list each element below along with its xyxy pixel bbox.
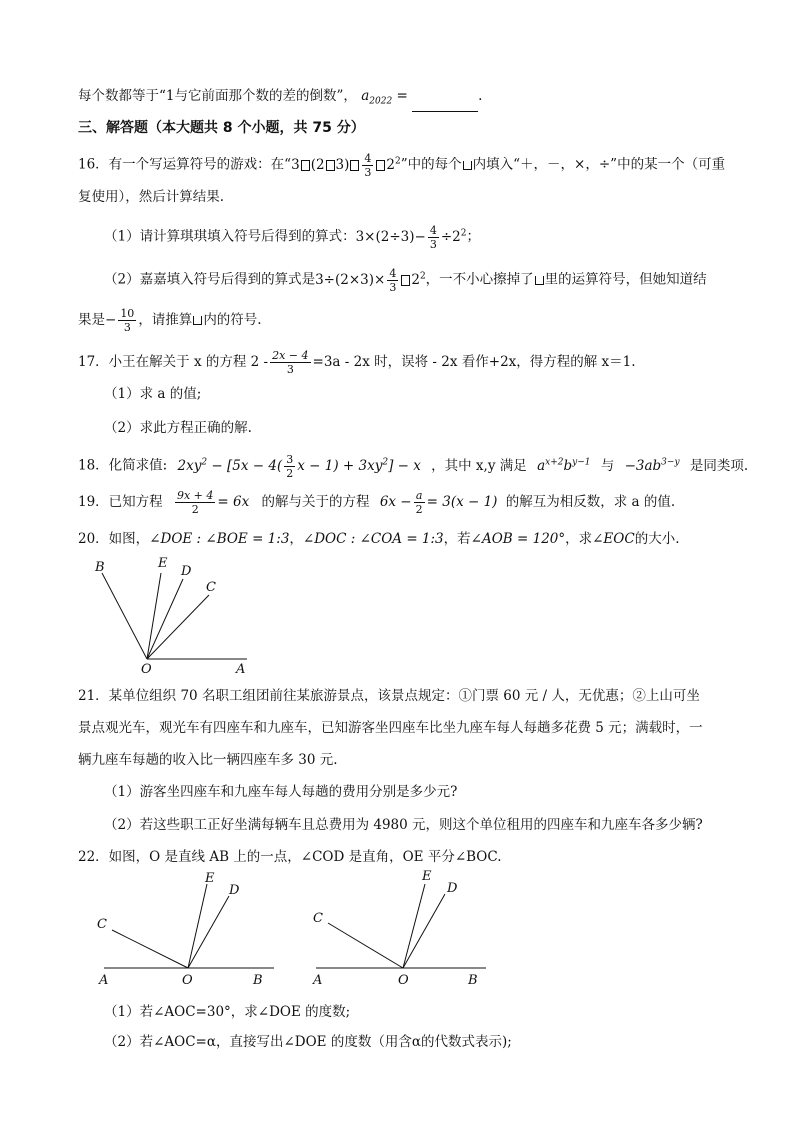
q17-part2: （2）求此方程正确的解.: [104, 420, 252, 436]
q21-line3: 辆九座车每趟的收入比一辆四座车多 30 元.: [78, 752, 338, 768]
q16-line2: 复使用），然后计算结果.: [78, 189, 225, 205]
blank-box: [376, 160, 385, 171]
blank-box: [463, 161, 472, 170]
q18-line: 18．化简求值: $2xy^2 - [5x - 4$( $\frac{3}{2}$ $x - 1) + 3xy^2] - x$ ，其中 x,y 满足 $a^{x+2}b^{y-1}$ 与 $-3ab^{3-y}$ 是同类项.: [78, 452, 749, 480]
figure-q22-right: [308, 866, 498, 992]
label-C: C: [313, 911, 323, 926]
label-E: E: [205, 872, 215, 886]
label-D: D: [229, 883, 240, 898]
q21-part1: （1）游客坐四座车和九座车每人每趟的费用分别是多少元?: [104, 784, 458, 800]
figure-q22-left: [92, 872, 282, 992]
label-C: C: [97, 917, 107, 932]
label-A: A: [313, 973, 323, 988]
label-B: B: [95, 560, 105, 575]
ray-OB: [102, 573, 147, 659]
q21-line2: 景点观光车，观光车有四座车和九座车，已知游客坐四座车比坐九座车每人每趟多花费 5 元；满载时，一: [78, 720, 703, 736]
label-O: O: [141, 662, 152, 675]
q20-line: 20．如图，∠DOE : ∠BOE = 1:3，∠DOC : ∠COA = 1:3，若∠AOB = 120°，求∠EOC的大小.: [78, 531, 680, 547]
q21-line1: 21．某单位组织 70 名职工组团前往某旅游景点，该景点规定：①门票 60 元 / 人，无优惠；②上山可坐: [78, 688, 700, 704]
label-A: A: [99, 973, 109, 988]
q16-line1: 16．有一个写运算符号的游戏：在“3 (2 3) $\frac{4}{3}$ $2^2$”中的每个 内填入“＋，－，×，÷”中的某一个（可重: [78, 151, 726, 179]
answer-blank: [412, 97, 478, 112]
blank-box: [535, 276, 544, 285]
section-heading: 三、解答题（本大题共 8 个小题，共 75 分）: [78, 120, 365, 136]
label-B: B: [253, 973, 263, 988]
blank-box: [401, 275, 410, 286]
q22-part1: （1）若∠AOC=30°，求∠DOE 的度数;: [104, 1004, 351, 1020]
top-line: 每个数都等于“1与它前面那个数的差的倒数”， $a_{2022}$ = .: [78, 86, 482, 112]
q16-part2: （2）嘉嘉填入符号后得到的算式是3÷(2×3)× $\frac{4}{3}$ $2^2$，一不小心擦掉了 里的运算符号，但她知道结: [104, 266, 707, 294]
q22-part2: （2）若∠AOC=α，直接写出∠DOE 的度数（用含α的代数式表示);: [104, 1034, 512, 1050]
figure-q20: [85, 555, 260, 675]
q17-line1: 17．小王在解关于 x 的方程 2 - $\frac{2x - 4}{3}$ =3a - 2x 时，误将 - 2x 看作+2x，得方程的解 x＝1.: [78, 349, 636, 376]
label-O: O: [398, 973, 409, 988]
q17-part1: （1）求 a 的值;: [104, 386, 202, 402]
label-O: O: [182, 973, 193, 988]
ray-OE: [188, 884, 207, 968]
label-E: E: [422, 869, 432, 884]
label-E: E: [158, 556, 168, 571]
ray-OD: [188, 896, 229, 968]
q22-line1: 22．如图，O 是直线 AB 上的一点，∠COD 是直角，OE 平分∠BOC.: [78, 849, 502, 865]
ray-OC: [328, 923, 403, 968]
a2022: $a_{2022}$: [361, 88, 393, 107]
label-D: D: [181, 564, 192, 579]
blank-box: [301, 160, 310, 171]
label-C: C: [206, 580, 216, 595]
q16-part2-line2: 果是− $\frac{10}{3}$ ，请推算 内的符号.: [78, 307, 262, 334]
ray-OE: [403, 884, 425, 968]
q16-part1: （1）请计算琪琪填入符号后得到的算式：3×(2÷3)− $\frac{4}{3}$ $\div 2^2$；: [104, 223, 480, 251]
ray-OD: [403, 894, 445, 968]
label-B: B: [468, 973, 478, 988]
blank-box: [350, 160, 359, 171]
blank-box: [193, 316, 202, 325]
ray-OC: [112, 930, 188, 968]
blank-box: [326, 160, 335, 171]
q21-part2: （2）若这些职工正好坐满每辆车且总费用为 4980 元，则这个单位租用的四座车和九座车各多少辆?: [104, 817, 703, 833]
ray-OD: [147, 579, 183, 659]
label-D: D: [447, 881, 458, 896]
q19-line: 19．已知方程 $\frac{9x + 4}{2}$ = 6x 的解与关于的方程 6x − $\frac{a}{2}$ = 3(x − 1) 的解互为相反数，求 a 的值.: [78, 489, 676, 516]
label-A: A: [236, 662, 246, 675]
